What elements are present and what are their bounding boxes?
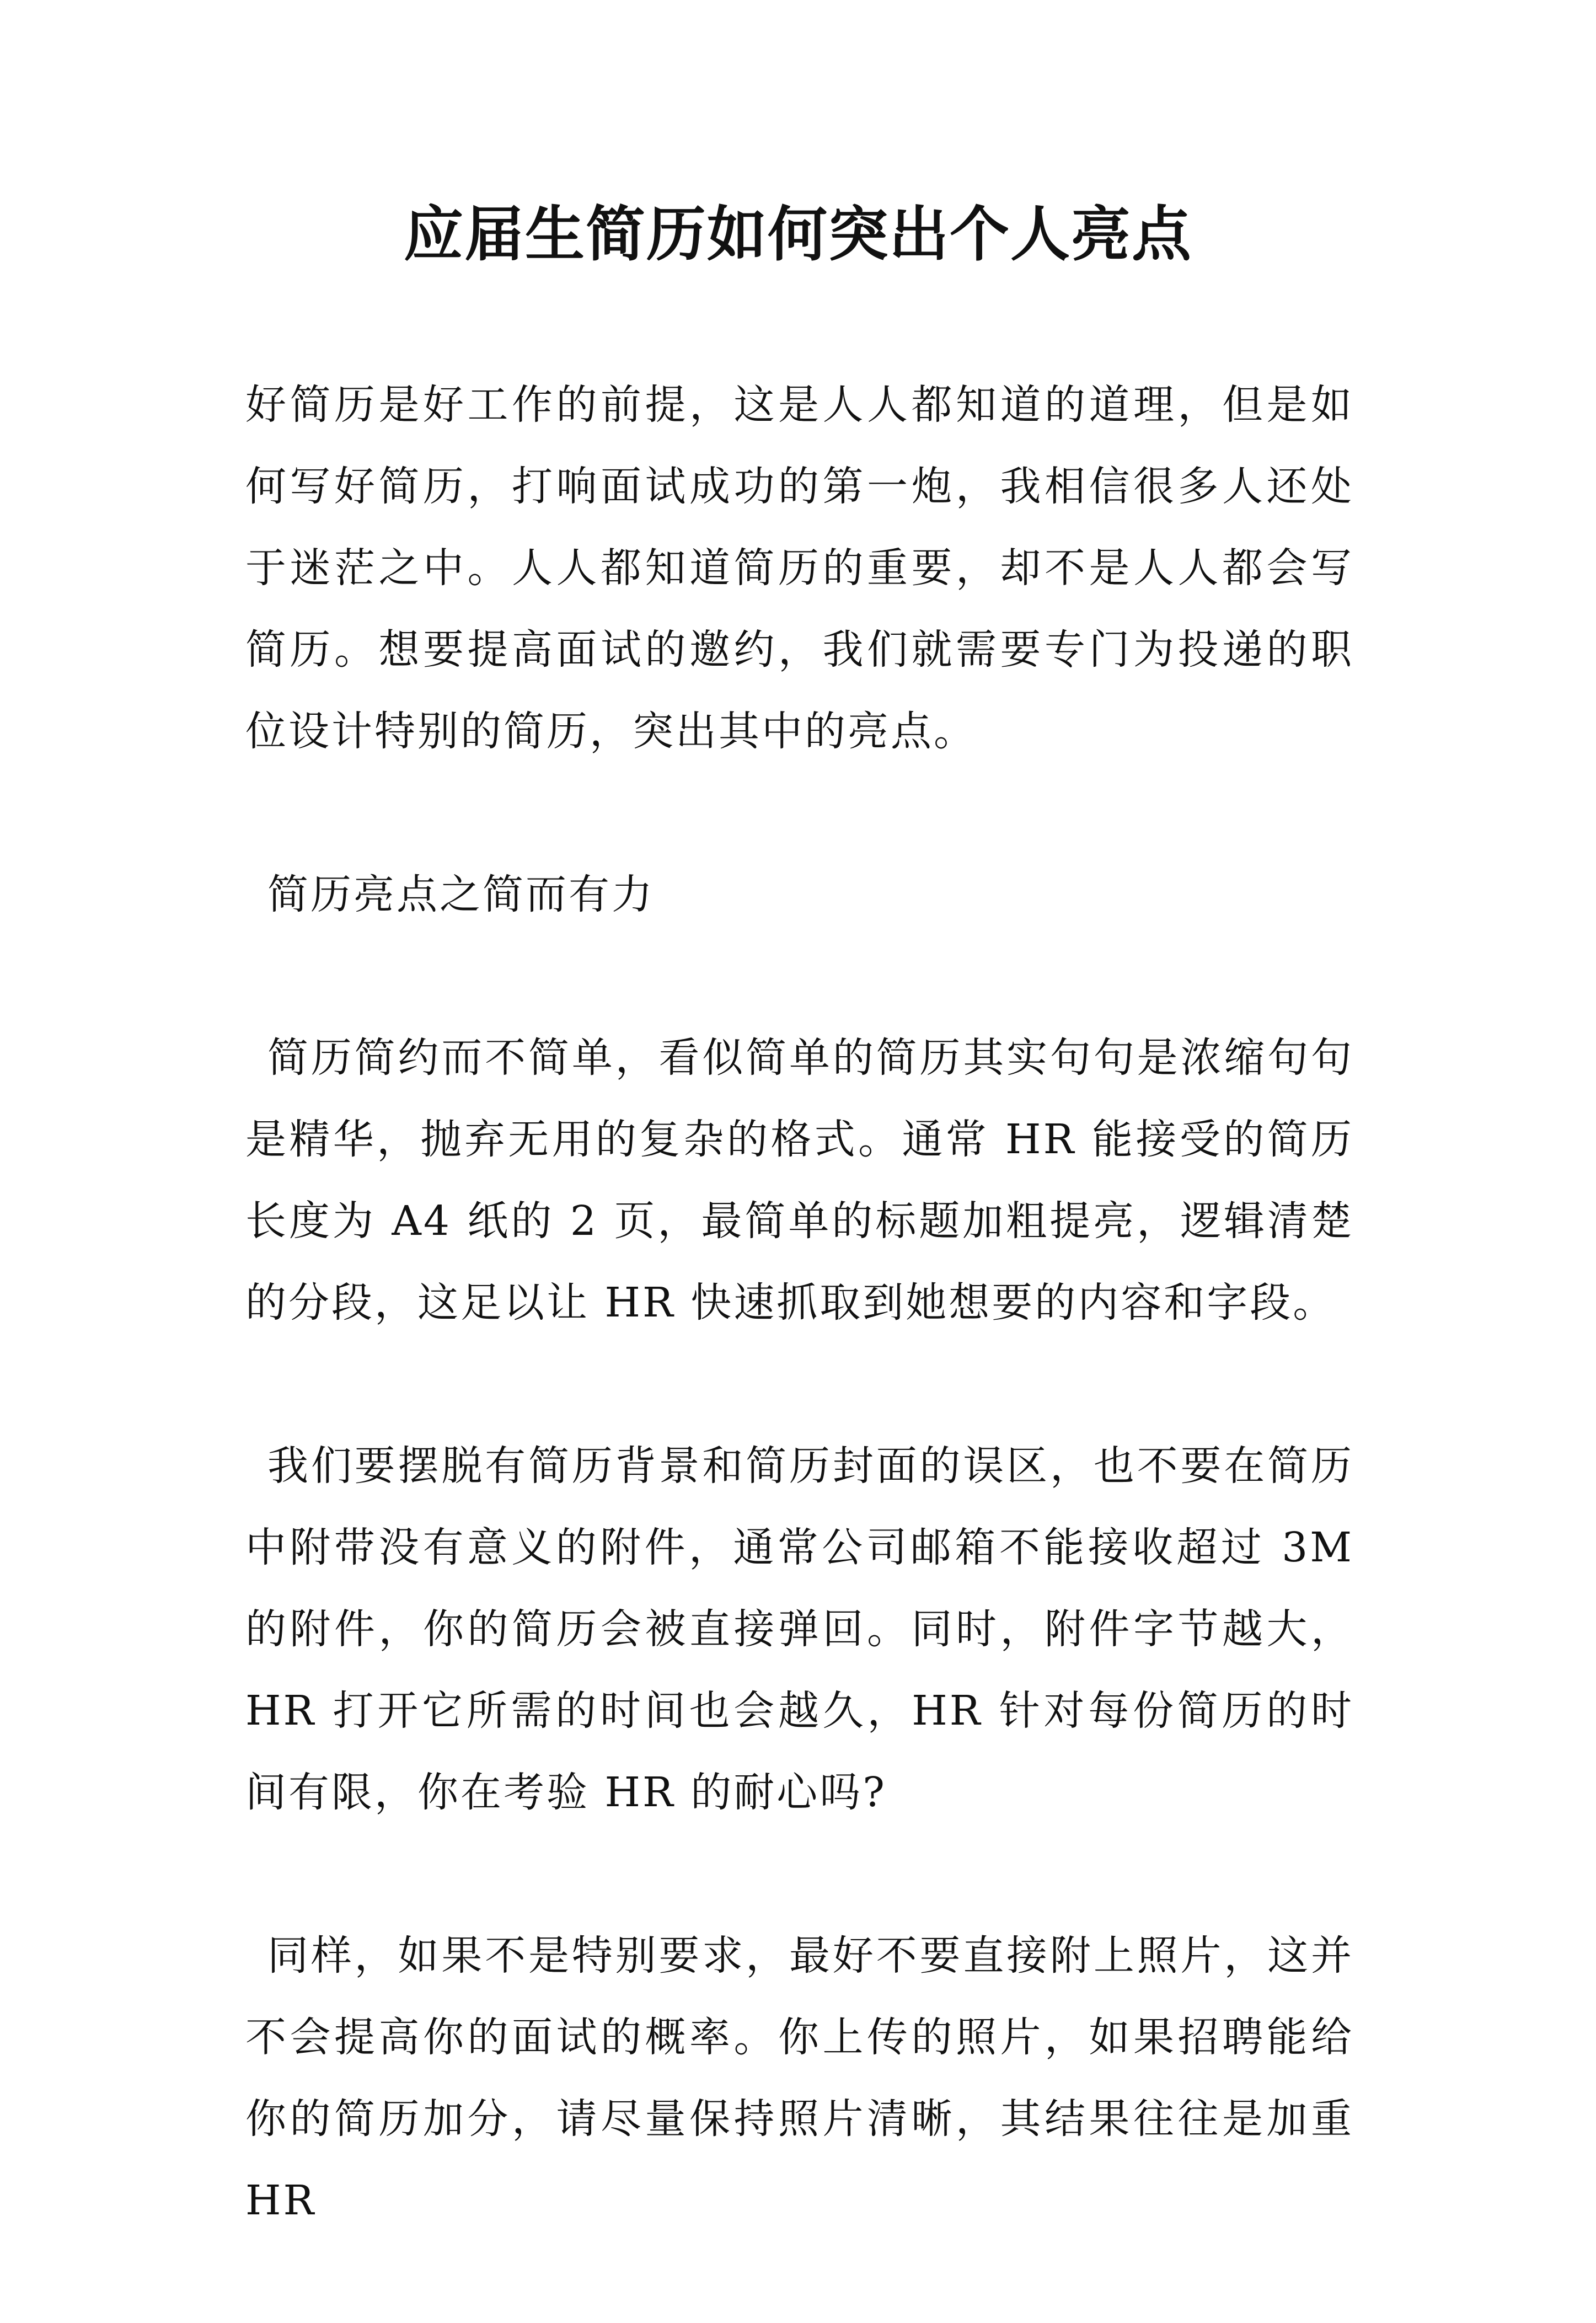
section-heading: 简历亮点之简而有力 xyxy=(267,871,655,918)
body-paragraph: 简历简约而不简单，看似简单的简历其实句句是浓缩句句是精华，抛弃无用的复杂的格式。通常 HR 能接受的简历长度为 A4 纸的 2 页，最简单的标题加粗提亮，逻辑清楚的分段，这足以让 HR 快速抓取到她想要的内容和字段。 xyxy=(245,1034,1354,1326)
document-title: 应届生简历如何突出个人亮点 xyxy=(403,200,1192,269)
intro-paragraph: 好简历是好工作的前提，这是人人都知道的道理，但是如何写好简历，打响面试成功的第一炮，我相信很多人还处于迷茫之中。人人都知道简历的重要，却不是人人都会写简历。想要提高面试的邀约，我们就需要专门为投递的职位设计特别的简历，突出其中的亮点。 xyxy=(245,381,1354,755)
body-paragraph: 我们要摆脱有简历背景和简历封面的误区，也不要在简历中附带没有意义的附件，通常公司邮箱不能接收超过 3M 的附件，你的简历会被直接弹回。同时，附件字节越大，HR 打开它所需的时间也会越久，HR 针对每份简历的时间有限，你在考验 HR 的耐心吗? xyxy=(245,1442,1354,1816)
document-body xyxy=(245,364,1354,2323)
body-paragraph: 同样，如果不是特别要求，最好不要直接附上照片，这并不会提高你的面试的概率。你上传的照片，如果招聘能给你的简历加分，请尽量保持照片清晰，其结果往往是加重 HR xyxy=(245,1932,1354,2224)
